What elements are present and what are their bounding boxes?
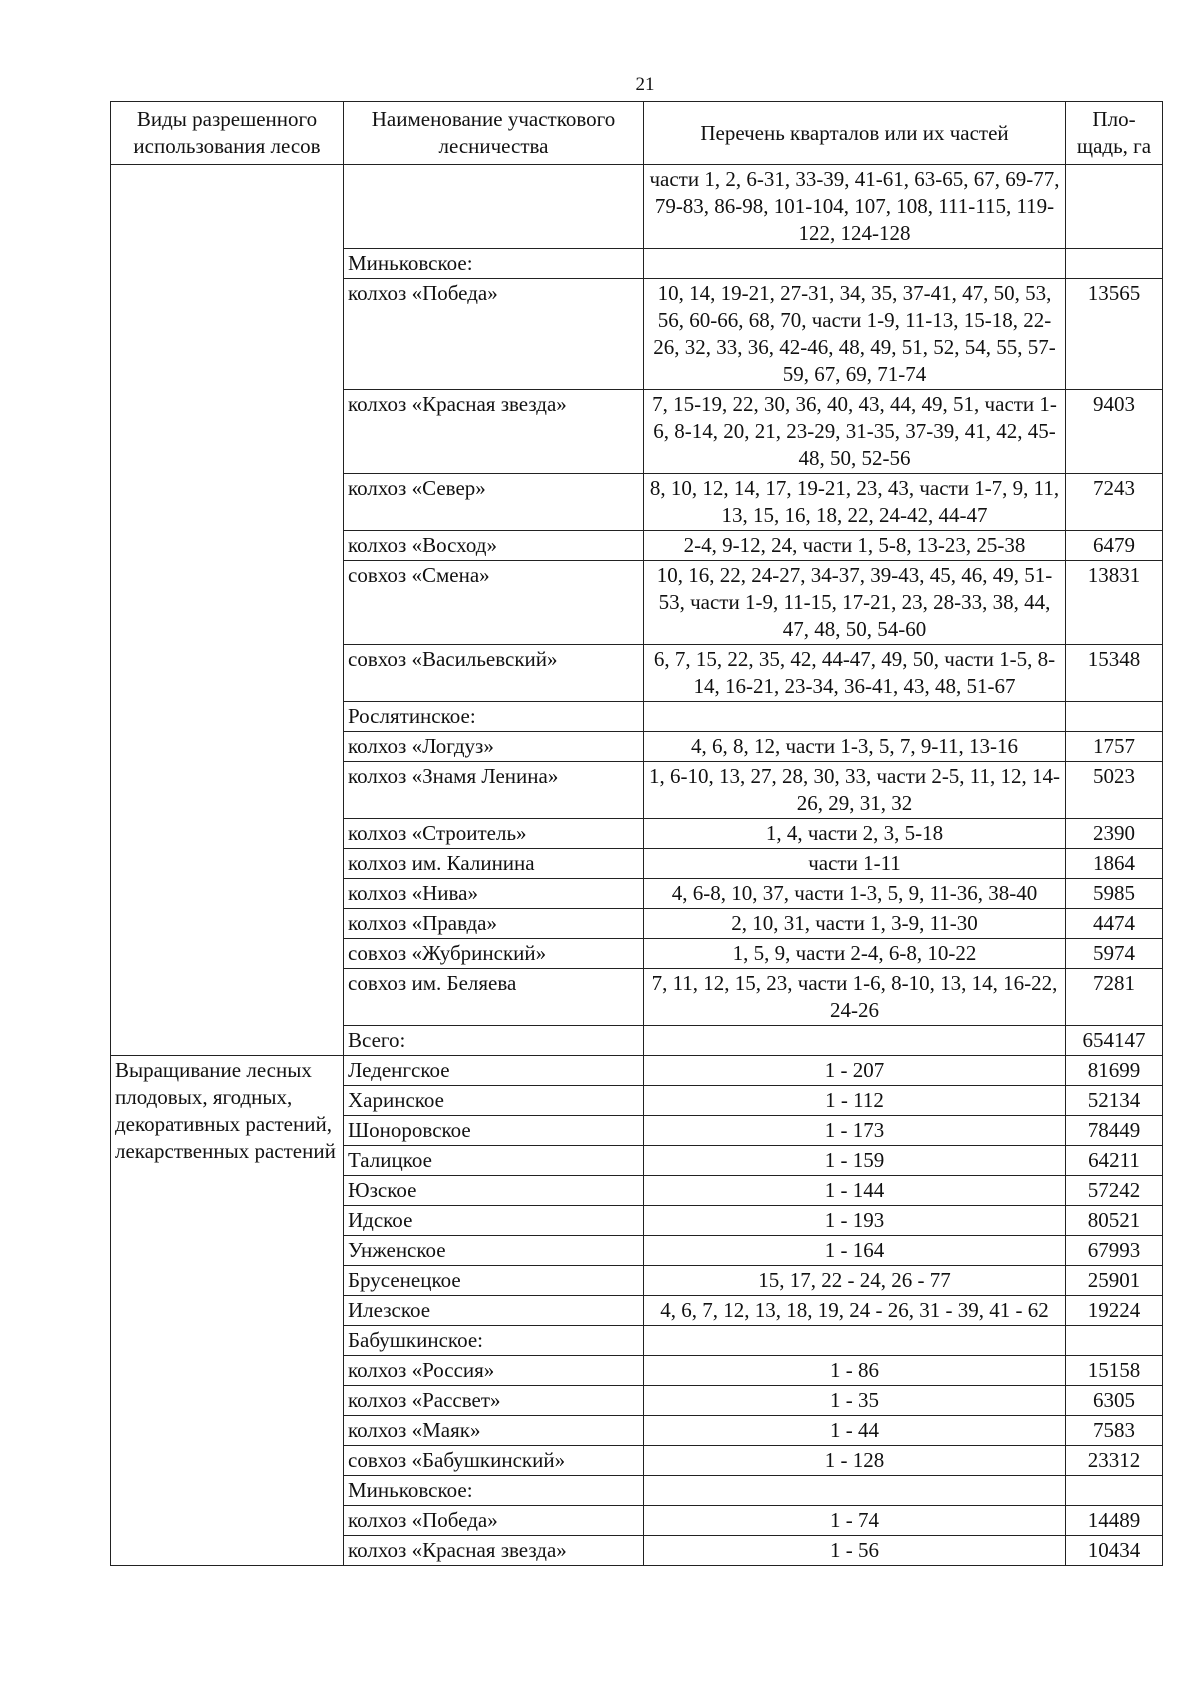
forestry-name-cell: колхоз «Победа» xyxy=(344,1506,644,1536)
quarter-list-cell: 7, 15-19, 22, 30, 36, 40, 43, 44, 49, 51, части 1-6, 8-14, 20, 21, 23-29, 31-35, 37-39, 41, 42, 45-48, 50, 52-56 xyxy=(644,390,1066,474)
area-cell: 52134 xyxy=(1066,1086,1163,1116)
quarter-list-cell xyxy=(644,1326,1066,1356)
forestry-name-cell: Унженское xyxy=(344,1236,644,1266)
quarter-list-cell: 4, 6, 7, 12, 13, 18, 19, 24 - 26, 31 - 39, 41 - 62 xyxy=(644,1296,1066,1326)
forestry-name-cell: совхоз «Бабушкинский» xyxy=(344,1446,644,1476)
quarter-list-cell: 1, 5, 9, части 2-4, 6-8, 10-22 xyxy=(644,939,1066,969)
area-cell: 5023 xyxy=(1066,762,1163,819)
area-cell: 25901 xyxy=(1066,1266,1163,1296)
area-cell xyxy=(1066,702,1163,732)
quarter-list-cell: 1 - 193 xyxy=(644,1206,1066,1236)
header-quarter-list: Перечень кварталов или их частей xyxy=(644,102,1066,165)
area-cell: 4474 xyxy=(1066,909,1163,939)
quarter-list-cell: 1, 4, части 2, 3, 5-18 xyxy=(644,819,1066,849)
forestry-name-cell: Бабушкинское: xyxy=(344,1326,644,1356)
header-use-type: Виды разрешенного использования лесов xyxy=(111,102,344,165)
area-cell xyxy=(1066,249,1163,279)
area-cell xyxy=(1066,165,1163,249)
area-cell: 10434 xyxy=(1066,1536,1163,1566)
forestry-name-cell: колхоз «Красная звезда» xyxy=(344,1536,644,1566)
forestry-name-cell: Миньковское: xyxy=(344,249,644,279)
quarter-list-cell: 1 - 112 xyxy=(644,1086,1066,1116)
table-section-2 xyxy=(111,1056,1163,1566)
quarter-list-cell: 1, 6-10, 13, 27, 28, 30, 33, части 2-5, 11, 12, 14-26, 29, 31, 32 xyxy=(644,762,1066,819)
area-cell: 7243 xyxy=(1066,474,1163,531)
quarter-list-cell: 1 - 128 xyxy=(644,1446,1066,1476)
quarter-list-cell: 1 - 35 xyxy=(644,1386,1066,1416)
forestry-name-cell: колхоз им. Калинина xyxy=(344,849,644,879)
quarter-list-cell: 1 - 74 xyxy=(644,1506,1066,1536)
use-type-cell: Выращивание лесных плодовых, ягодных, декоративных растений, лекарственных растений xyxy=(111,1056,344,1566)
forestry-name-cell: колхоз «Нива» xyxy=(344,879,644,909)
quarter-list-cell: 10, 14, 19-21, 27-31, 34, 35, 37-41, 47, 50, 53, 56, 60-66, 68, 70, части 1-9, 11-13, 15-18, 22-26, 32, 33, 36, 42-46, 48, 49, 51, 52, 54, 55, 57-59, 67, 69, 71-74 xyxy=(644,279,1066,390)
forestry-name-cell: колхоз «Строитель» xyxy=(344,819,644,849)
quarter-list-cell: 1 - 44 xyxy=(644,1416,1066,1446)
quarter-list-cell: 4, 6-8, 10, 37, части 1-3, 5, 9, 11-36, 38-40 xyxy=(644,879,1066,909)
area-cell: 80521 xyxy=(1066,1206,1163,1236)
forestry-name-cell: Леденгское xyxy=(344,1056,644,1086)
quarter-list-cell: 2, 10, 31, части 1, 3-9, 11-30 xyxy=(644,909,1066,939)
quarter-list-cell: 1 - 159 xyxy=(644,1146,1066,1176)
area-cell: 7281 xyxy=(1066,969,1163,1026)
quarter-list-cell xyxy=(644,1026,1066,1056)
quarter-list-cell: 1 - 86 xyxy=(644,1356,1066,1386)
area-cell: 81699 xyxy=(1066,1056,1163,1086)
quarter-list-cell: 15, 17, 22 - 24, 26 - 77 xyxy=(644,1266,1066,1296)
forestry-name-cell: колхоз «Восход» xyxy=(344,531,644,561)
area-cell: 9403 xyxy=(1066,390,1163,474)
table-row xyxy=(111,1056,1163,1086)
area-cell: 6305 xyxy=(1066,1386,1163,1416)
quarter-list-cell: 1 - 207 xyxy=(644,1056,1066,1086)
quarter-list-cell xyxy=(644,1476,1066,1506)
area-cell: 23312 xyxy=(1066,1446,1163,1476)
quarter-list-cell: 1 - 173 xyxy=(644,1116,1066,1146)
area-cell xyxy=(1066,1476,1163,1506)
area-cell: 67993 xyxy=(1066,1236,1163,1266)
area-cell: 19224 xyxy=(1066,1296,1163,1326)
area-cell: 5985 xyxy=(1066,879,1163,909)
quarter-list-cell: 8, 10, 12, 14, 17, 19-21, 23, 43, части 1-7, 9, 11, 13, 15, 16, 18, 22, 24-42, 44-47 xyxy=(644,474,1066,531)
forestry-name-cell: Всего: xyxy=(344,1026,644,1056)
forestry-name-cell: Миньковское: xyxy=(344,1476,644,1506)
quarter-list-cell xyxy=(644,249,1066,279)
forestry-name-cell: колхоз «Красная звезда» xyxy=(344,390,644,474)
quarter-list-cell xyxy=(644,702,1066,732)
forestry-name-cell: колхоз «Победа» xyxy=(344,279,644,390)
quarter-list-cell: 6, 7, 15, 22, 35, 42, 44-47, 49, 50, части 1-5, 8-14, 16-21, 23-34, 36-41, 43, 48, 51-67 xyxy=(644,645,1066,702)
area-cell: 13831 xyxy=(1066,561,1163,645)
area-cell: 15158 xyxy=(1066,1356,1163,1386)
area-cell: 2390 xyxy=(1066,819,1163,849)
forestry-name-cell: колхоз «Знамя Ленина» xyxy=(344,762,644,819)
area-cell: 14489 xyxy=(1066,1506,1163,1536)
area-cell: 5974 xyxy=(1066,939,1163,969)
forestry-name-cell: совхоз им. Беляева xyxy=(344,969,644,1026)
forestry-name-cell: Рослятинское: xyxy=(344,702,644,732)
quarter-list-cell: 1 - 56 xyxy=(644,1536,1066,1566)
header-area: Пло-щадь, га xyxy=(1066,102,1163,165)
area-cell: 57242 xyxy=(1066,1176,1163,1206)
forestry-name-cell: Юзское xyxy=(344,1176,644,1206)
area-cell: 13565 xyxy=(1066,279,1163,390)
forestry-name-cell: колхоз «Север» xyxy=(344,474,644,531)
forestry-name-cell: совхоз «Жубринский» xyxy=(344,939,644,969)
forestry-name-cell: Харинское xyxy=(344,1086,644,1116)
quarter-list-cell: 10, 16, 22, 24-27, 34-37, 39-43, 45, 46, 49, 51-53, части 1-9, 11-15, 17-21, 23, 28-33, 38, 44, 47, 48, 50, 54-60 xyxy=(644,561,1066,645)
forestry-name-cell: колхоз «Россия» xyxy=(344,1356,644,1386)
area-cell: 1864 xyxy=(1066,849,1163,879)
forestry-name-cell: совхоз «Смена» xyxy=(344,561,644,645)
forest-use-table xyxy=(110,101,1163,1566)
quarter-list-cell: части 1, 2, 6-31, 33-39, 41-61, 63-65, 67, 69-77, 79-83, 86-98, 101-104, 107, 108, 111-115, 119-122, 124-128 xyxy=(644,165,1066,249)
forestry-name-cell: Брусенецкое xyxy=(344,1266,644,1296)
forestry-name-cell: Шоноровское xyxy=(344,1116,644,1146)
forestry-name-cell: колхоз «Правда» xyxy=(344,909,644,939)
forestry-name-cell: Талицкое xyxy=(344,1146,644,1176)
area-cell: 7583 xyxy=(1066,1416,1163,1446)
area-cell: 15348 xyxy=(1066,645,1163,702)
table-row xyxy=(111,165,1163,249)
quarter-list-cell: части 1-11 xyxy=(644,849,1066,879)
quarter-list-cell: 2-4, 9-12, 24, части 1, 5-8, 13-23, 25-38 xyxy=(644,531,1066,561)
area-cell: 1757 xyxy=(1066,732,1163,762)
page-number: 21 xyxy=(635,74,655,95)
forestry-name-cell: колхоз «Маяк» xyxy=(344,1416,644,1446)
forestry-name-cell: Илезское xyxy=(344,1296,644,1326)
forestry-name-cell: колхоз «Рассвет» xyxy=(344,1386,644,1416)
quarter-list-cell: 1 - 164 xyxy=(644,1236,1066,1266)
quarter-list-cell: 1 - 144 xyxy=(644,1176,1066,1206)
forestry-name-cell: Идское xyxy=(344,1206,644,1236)
area-cell: 78449 xyxy=(1066,1116,1163,1146)
area-cell xyxy=(1066,1326,1163,1356)
quarter-list-cell: 7, 11, 12, 15, 23, части 1-6, 8-10, 13, 14, 16-22, 24-26 xyxy=(644,969,1066,1026)
forestry-name-cell: колхоз «Логдуз» xyxy=(344,732,644,762)
forestry-name-cell xyxy=(344,165,644,249)
quarter-list-cell: 4, 6, 8, 12, части 1-3, 5, 7, 9-11, 13-16 xyxy=(644,732,1066,762)
use-type-cell-empty xyxy=(111,165,344,1056)
area-cell: 6479 xyxy=(1066,531,1163,561)
forestry-name-cell: совхоз «Васильевский» xyxy=(344,645,644,702)
header-row xyxy=(111,102,1163,165)
area-cell: 64211 xyxy=(1066,1146,1163,1176)
table-section-1 xyxy=(111,165,1163,1056)
area-cell: 654147 xyxy=(1066,1026,1163,1056)
header-forestry-name: Наименование участкового лесничества xyxy=(344,102,644,165)
